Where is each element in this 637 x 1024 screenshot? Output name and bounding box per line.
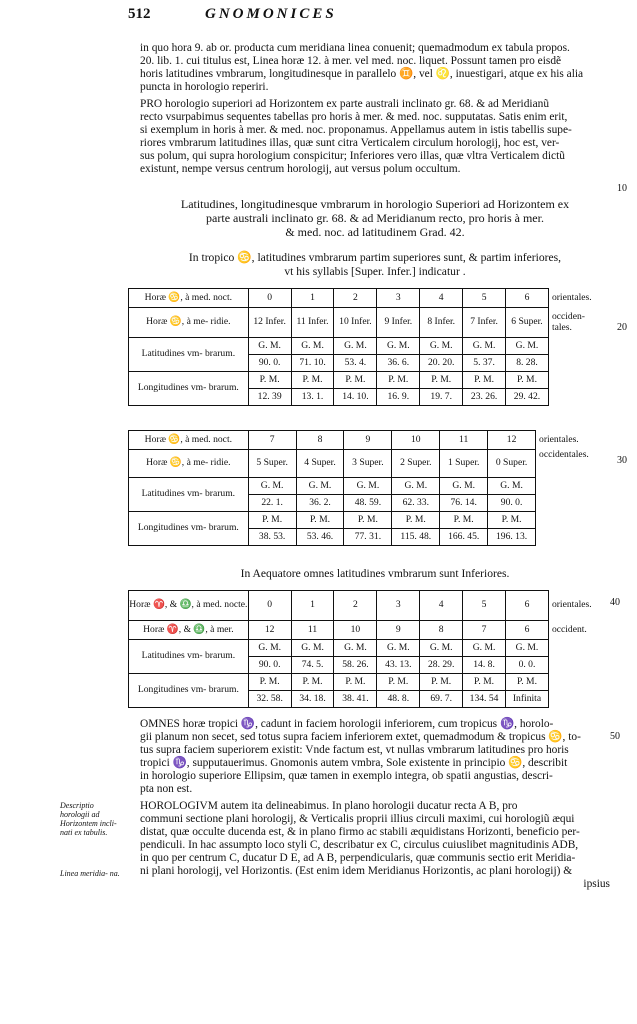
para2-line: si exemplum in horis à mer. & med. noc. proponamus. Appellamus autem in istis tabellis supe-	[140, 124, 572, 136]
side-label: orientales.	[539, 433, 579, 445]
value-cell: 74. 5.	[291, 657, 334, 674]
para3-line: OMNES horæ tropici ♑, cadunt in faciem horologii inferiorem, cum tropicus ♑, horolo-	[140, 718, 554, 730]
row-label: Latitudines vm- brarum.	[129, 640, 249, 674]
hour-cell: 6 Super.	[506, 308, 549, 338]
value-cell: 90. 0.	[488, 495, 536, 512]
unit-cell: G. M.	[248, 640, 291, 657]
aequator-note: In Aequatore omnes latitudines vmbrarum sunt Inferiores.	[240, 567, 510, 580]
value-cell: 36. 2.	[296, 495, 344, 512]
hour-cell: 10	[392, 431, 440, 450]
tropic-note-line: vt his syllabis [Super. Infer.] indicatur .	[284, 265, 466, 278]
table-aequator	[128, 590, 602, 708]
para3-line: tropici ♑, supputauerimus. Gnomonis autem vmbra, Sole existente in principio ♋, describit	[140, 757, 568, 769]
hour-cell: 9 Infer.	[377, 308, 420, 338]
unit-cell: G. M.	[506, 640, 549, 657]
hour-cell: 12	[248, 621, 291, 640]
unit-cell: P. M.	[420, 674, 463, 691]
value-cell: 166. 45.	[440, 529, 488, 546]
hour-cell: 4	[420, 591, 463, 621]
para4-line: HOROLOGIVM autem ita delineabimus. In plano horologii ducatur recta A B, pro	[140, 800, 518, 812]
unit-cell: P. M.	[488, 512, 536, 529]
hour-cell: 9	[344, 431, 392, 450]
intro-line: 20. lib. 1. cui titulus est, Linea horæ 12. à mer. vel med. noc. liquet. Possunt tamen pro eisdẽ	[140, 55, 562, 67]
unit-cell: P. M.	[344, 512, 392, 529]
unit-cell: G. M.	[488, 478, 536, 495]
value-cell: 20. 20.	[420, 355, 463, 372]
row-label: Longitudines vm- brarum.	[129, 512, 249, 546]
unit-cell: P. M.	[392, 512, 440, 529]
side-label: orientales.	[551, 599, 592, 611]
unit-cell: P. M.	[334, 372, 377, 389]
value-cell: 38. 53.	[248, 529, 296, 546]
value-cell: 8. 28.	[506, 355, 549, 372]
hour-cell: 2 Super.	[392, 450, 440, 478]
intro-line: horis latitudines vmbrarum, longitudinesque in parallelo ♊, vel ♌, inuestigari, atque ex his alia	[140, 68, 584, 80]
hour-cell: 0	[248, 289, 291, 308]
value-cell: 115. 48.	[392, 529, 440, 546]
hour-cell: 0 Super.	[488, 450, 536, 478]
hour-cell: 5	[463, 591, 506, 621]
value-cell: 13. 1.	[291, 389, 334, 406]
row-label: Horæ ♋, à med. noct.	[129, 431, 249, 450]
hour-cell: 10	[334, 621, 377, 640]
side-label: orientales.	[551, 291, 592, 303]
hour-cell: 2	[334, 591, 377, 621]
unit-cell: P. M.	[248, 512, 296, 529]
row-label: Latitudines vm- brarum.	[129, 478, 249, 512]
value-cell: 48. 59.	[344, 495, 392, 512]
table-title-line: parte australi inclinato gr. 68. & ad Meridianum recto, pro horis à mer.	[206, 211, 544, 225]
table-tropic-cancer-2	[128, 430, 602, 546]
unit-cell: G. M.	[344, 478, 392, 495]
value-cell: 38. 41.	[334, 691, 377, 708]
hour-cell: 5	[463, 289, 506, 308]
hour-cell: 3	[377, 591, 420, 621]
row-label: Horæ ♋, à med. noct.	[129, 289, 249, 308]
unit-cell: P. M.	[420, 372, 463, 389]
value-cell: 12. 39	[248, 389, 291, 406]
row-label: Longitudines vm- brarum.	[129, 372, 249, 406]
value-cell: 48. 8.	[377, 691, 420, 708]
hour-cell: 0	[248, 591, 291, 621]
hour-cell: 12 Infer.	[248, 308, 291, 338]
value-cell: 53. 46.	[296, 529, 344, 546]
row-label: Longitudines vm- brarum.	[129, 674, 249, 708]
hour-cell: 6	[506, 289, 549, 308]
unit-cell: G. M.	[420, 338, 463, 355]
value-cell: 53. 4.	[334, 355, 377, 372]
para2-line: sus polum, qui supra horologium conspicitur; Inferiores vero illas, quæ vltra Verticalem dictũ	[140, 150, 565, 162]
unit-cell: G. M.	[248, 478, 296, 495]
unit-cell: P. M.	[506, 372, 549, 389]
value-cell: 43. 13.	[377, 657, 420, 674]
value-cell: 28. 29.	[420, 657, 463, 674]
unit-cell: G. M.	[392, 478, 440, 495]
side-label: occidentales.	[539, 448, 589, 460]
hour-cell: 4	[420, 289, 463, 308]
margin-number: 30	[617, 455, 627, 466]
unit-cell: P. M.	[377, 674, 420, 691]
margin-number: 10	[617, 183, 627, 194]
para3-line: in horologio superiore Ellipsim, quæ tamen in exemplo integra, ob spatii angustias, descri-	[140, 770, 553, 782]
unit-cell: P. M.	[334, 674, 377, 691]
hour-cell: 1	[291, 289, 334, 308]
unit-cell: P. M.	[463, 674, 506, 691]
unit-cell: G. M.	[248, 338, 291, 355]
unit-cell: P. M.	[296, 512, 344, 529]
unit-cell: G. M.	[377, 338, 420, 355]
value-cell: 58. 26.	[334, 657, 377, 674]
value-cell: 32. 58.	[248, 691, 291, 708]
value-cell: 16. 9.	[377, 389, 420, 406]
value-cell: 134. 54	[463, 691, 506, 708]
hour-cell: 1	[291, 591, 334, 621]
value-cell: 14. 8.	[463, 657, 506, 674]
unit-cell: P. M.	[291, 372, 334, 389]
para3-line: gii planum non secet, sed totus supra faciem inferiorem extet, quemadmodum & tropicus ♋, to-	[140, 731, 581, 743]
unit-cell: P. M.	[440, 512, 488, 529]
value-cell: 62. 33.	[392, 495, 440, 512]
side-label: occident.	[551, 623, 587, 635]
unit-cell: G. M.	[334, 640, 377, 657]
row-label: Horæ ♋, à me- ridie.	[129, 450, 249, 478]
value-cell: 36. 6.	[377, 355, 420, 372]
row-label: Horæ ♋, à me- ridie.	[129, 308, 249, 338]
unit-cell: G. M.	[440, 478, 488, 495]
margin-number: 50	[610, 731, 620, 742]
value-cell: 0. 0.	[506, 657, 549, 674]
hour-cell: 7	[248, 431, 296, 450]
row-label: Latitudines vm- brarum.	[129, 338, 249, 372]
hour-cell: 8	[420, 621, 463, 640]
value-cell: 29. 42.	[506, 389, 549, 406]
para4-line: pendiculi. In hac assumpto loco styli C, describatur ex C, circulus cuiuslibet magnitudinis ADB,	[140, 839, 579, 851]
unit-cell: G. M.	[334, 338, 377, 355]
para4-line: communi sectione plani horologij, & Verticalis proprii illius circuli maximi, cui horologiũ æqui	[140, 813, 575, 825]
unit-cell: G. M.	[463, 338, 506, 355]
para4-line: ni plani horologij, vel Horizontis. (Est enim idem Meridianus Horizontis, ac plani horologij) &	[140, 865, 573, 877]
row-label: Horæ ♈, & ♎, à mer.	[129, 621, 249, 640]
value-cell: 5. 37.	[463, 355, 506, 372]
table-tropic-cancer-1	[128, 288, 602, 406]
hour-cell: 7 Infer.	[463, 308, 506, 338]
value-cell: 19. 7.	[420, 389, 463, 406]
table-title-line: & med. noc. ad latitudinem Grad. 42.	[285, 225, 465, 239]
hour-cell: 11	[440, 431, 488, 450]
unit-cell: G. M.	[377, 640, 420, 657]
hour-cell: 6	[506, 621, 549, 640]
unit-cell: P. M.	[506, 674, 549, 691]
unit-cell: G. M.	[506, 338, 549, 355]
intro-line: in quo hora 9. ab or. producta cum meridiana linea conuenit; quemadmodum ex tabula propos.	[140, 42, 570, 54]
hour-cell: 7	[463, 621, 506, 640]
table-title-line: Latitudines, longitudinesque vmbrarum in horologio Superiori ad Horizontem ex	[180, 197, 570, 211]
tropic-note-line: In tropico ♋, latitudines vmbrarum partim superiores sunt, & partim inferiores,	[188, 251, 562, 264]
value-cell: 76. 14.	[440, 495, 488, 512]
value-cell: 196. 13.	[488, 529, 536, 546]
para3-line: tus supra faciem superiorem existit: Vnde factum est, vt nullas vmbrarum latitudines pro horis	[140, 744, 569, 756]
intro-line: puncta in horologio reperiri.	[140, 81, 269, 93]
hour-cell: 8	[296, 431, 344, 450]
value-cell: Infinita	[506, 691, 549, 708]
unit-cell: P. M.	[463, 372, 506, 389]
value-cell: 23. 26.	[463, 389, 506, 406]
value-cell: 69. 7.	[420, 691, 463, 708]
para2-line: PRO horologio superiori ad Horizontem ex parte australi inclinato gr. 68. & ad Meridianũ	[140, 98, 550, 110]
value-cell: 14. 10.	[334, 389, 377, 406]
unit-cell: G. M.	[291, 640, 334, 657]
hour-cell: 12	[488, 431, 536, 450]
para3-line: pta non est.	[140, 783, 193, 795]
unit-cell: G. M.	[463, 640, 506, 657]
hour-cell: 4 Super.	[296, 450, 344, 478]
para4-line: distat, quæ occulte ducenda est, & in plano firmo ac stabili æquidistans Horizonti, beneficio per-	[140, 826, 580, 838]
hour-cell: 8 Infer.	[420, 308, 463, 338]
para2-line: riores vmbrarum latitudines illas, quæ sunt citra Verticalem circulum horologij, hoc est, ver-	[140, 137, 560, 149]
margin-note-linea-meridiana: Linea meridia- na.	[60, 869, 120, 878]
value-cell: 77. 31.	[344, 529, 392, 546]
margin-number: 40	[610, 597, 620, 608]
para2-line: recto vsurpabimus sequentes tabellas pro horis à mer. & med. noc. supputatas. Satis enim erit,	[140, 111, 568, 123]
unit-cell: G. M.	[296, 478, 344, 495]
unit-cell: G. M.	[420, 640, 463, 657]
unit-cell: P. M.	[248, 674, 291, 691]
hour-cell: 11	[291, 621, 334, 640]
hour-cell: 3	[377, 289, 420, 308]
hour-cell: 1 Super.	[440, 450, 488, 478]
unit-cell: P. M.	[248, 372, 291, 389]
unit-cell: G. M.	[291, 338, 334, 355]
catchword: ipsius	[583, 878, 610, 890]
hour-cell: 6	[506, 591, 549, 621]
para4-line: in quo per centrum C, ducatur D E, ad A B, perpendicularis, quæ communis sectio erit Meridia-	[140, 852, 576, 864]
running-title: GNOMONICES	[205, 6, 337, 22]
side-label: occiden- tales.	[551, 311, 585, 333]
value-cell: 90. 0.	[248, 657, 291, 674]
value-cell: 34. 18.	[291, 691, 334, 708]
unit-cell: P. M.	[377, 372, 420, 389]
hour-cell: 5 Super.	[248, 450, 296, 478]
value-cell: 22. 1.	[248, 495, 296, 512]
value-cell: 71. 10.	[291, 355, 334, 372]
hour-cell: 11 Infer.	[291, 308, 334, 338]
margin-note-descriptio: Descriptio horologii ad Horizontem incli- nati ex tabulis.	[60, 801, 117, 837]
hour-cell: 9	[377, 621, 420, 640]
hour-cell: 2	[334, 289, 377, 308]
value-cell: 90. 0.	[248, 355, 291, 372]
row-label: Horæ ♈, & ♎, à med. nocte.	[129, 591, 249, 621]
margin-number: 20	[617, 322, 627, 333]
hour-cell: 3 Super.	[344, 450, 392, 478]
unit-cell: P. M.	[291, 674, 334, 691]
page-number: 512	[128, 6, 151, 22]
hour-cell: 10 Infer.	[334, 308, 377, 338]
para2-line: existunt, nempe versus centrum horologij, aut versus polum occultum.	[140, 163, 461, 175]
